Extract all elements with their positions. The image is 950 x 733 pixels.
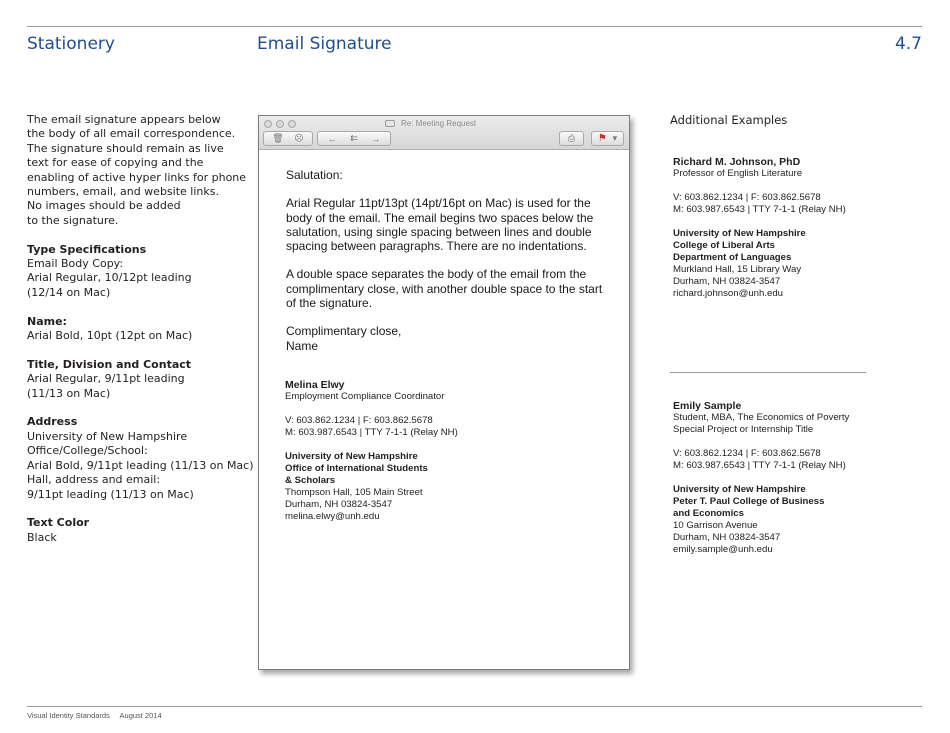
body-paragraph-1 [286, 196, 606, 253]
thumbs-down-icon[interactable]: ☹ [294, 133, 304, 143]
page-number: 4.7 [894, 34, 922, 54]
body-line: spacing between paragraphs. There are no indentations. [286, 239, 587, 254]
name-spec-block [27, 315, 249, 344]
intro-line: enabling of active hyper links for phone [27, 170, 247, 184]
intro-text [27, 113, 249, 228]
signature-title: Student, MBA, The Economics of Poverty [673, 412, 850, 423]
email-subject [385, 119, 476, 128]
reply-all-icon[interactable]: ⇇ [350, 133, 358, 143]
signature-org: College of Liberal Arts [673, 240, 775, 251]
signature-name: Richard M. Johnson, PhD [673, 156, 801, 168]
forward-icon[interactable]: → [371, 133, 381, 144]
intro-line: numbers, email, and website links. [27, 185, 219, 199]
spec-line: Office/College/School: [27, 444, 148, 458]
salutation [286, 168, 606, 182]
type-spec-heading: Type Specifications [27, 242, 147, 256]
signature-example-2 [673, 400, 849, 556]
body-line: complimentary close, with another double space to the start [286, 281, 603, 296]
signature-name: Melina Elwy [285, 379, 345, 391]
signature-address: 10 Garrison Avenue [673, 520, 758, 531]
footer [27, 711, 170, 720]
delete-junk-button-group [263, 131, 313, 146]
complimentary-close [286, 324, 606, 353]
body-paragraph-2 [286, 267, 606, 310]
reply-icon[interactable]: ← [327, 133, 337, 144]
signature-address: Murkland Hall, 15 Library Way [673, 264, 802, 275]
intro-line: to the signature. [27, 213, 119, 227]
spec-line: Arial Regular, 10/12pt leading [27, 271, 192, 285]
signature-address: Durham, NH 03824-3547 [673, 276, 781, 287]
print-button[interactable] [559, 131, 584, 146]
address-spec-block [27, 415, 254, 501]
color-spec-heading: Text Color [27, 516, 90, 530]
spec-line: University of New Hampshire [27, 429, 188, 443]
reply-button-group [317, 131, 391, 146]
signature-example-1 [673, 156, 846, 300]
bottom-rule [27, 706, 922, 707]
page-title: Email Signature [257, 34, 392, 54]
email-body [286, 168, 606, 353]
signature-org: Peter T. Paul College of Business [673, 496, 825, 507]
spec-line: Hall, address and email: [27, 473, 161, 487]
body-line: Complimentary close, [286, 324, 402, 339]
signature-org: Department of Languages [673, 252, 792, 263]
spec-line: Email Body Copy: [27, 257, 124, 271]
signature-address: Durham, NH 03824-3547 [673, 532, 781, 543]
body-line: of the signature. [286, 296, 373, 311]
color-spec-block [27, 516, 249, 545]
signature-mobile[interactable]: M: 603.987.6543 | TTY 7-1-1 (Relay NH) [285, 427, 458, 438]
signature-org: Office of International Students [285, 463, 428, 474]
body-line: Salutation: [286, 168, 343, 182]
body-line: A double space separates the body of the email from the [286, 267, 587, 282]
spec-line: 9/11pt leading (11/13 on Mac) [27, 487, 194, 501]
signature-mobile[interactable]: M: 603.987.6543 | TTY 7-1-1 (Relay NH) [673, 204, 846, 215]
intro-line: No images should be added [27, 199, 181, 213]
examples-divider [670, 372, 866, 373]
chevron-down-icon: ▾ [612, 133, 618, 143]
footer-doc-title: Visual Identity Standards [27, 711, 110, 720]
zoom-window-button[interactable] [288, 120, 296, 128]
spec-column [27, 113, 254, 560]
section-title: Stationery [27, 34, 115, 54]
signature-org: University of New Hampshire [673, 228, 806, 239]
spec-line: Arial Bold, 10pt (12pt on Mac) [27, 329, 193, 343]
signature-address: Durham, NH 03824-3547 [285, 499, 393, 510]
title-spec-block [27, 358, 249, 401]
address-spec-heading: Address [27, 415, 78, 429]
signature-email-link[interactable]: richard.johnson@unh.edu [673, 288, 784, 299]
intro-line: The email signature appears below [27, 113, 221, 126]
title-spec-heading: Title, Division and Contact [27, 357, 192, 371]
signature-phone[interactable]: V: 603.862.1234 | F: 603.862.5678 [673, 192, 821, 203]
spec-line: (12/14 on Mac) [27, 285, 111, 299]
spec-line: Black [27, 530, 57, 544]
spec-line: Arial Bold, 9/11pt leading (11/13 on Mac) [27, 458, 254, 472]
flag-button[interactable] [591, 131, 624, 146]
printer-icon: ⎙ [567, 133, 576, 143]
additional-examples-title: Additional Examples [670, 113, 788, 127]
intro-line: the body of all email correspondence. [27, 127, 236, 141]
trash-icon[interactable]: 🗑︎ [272, 133, 284, 143]
signature-org: & Scholars [285, 475, 336, 486]
top-rule [27, 26, 922, 27]
spec-line: (11/13 on Mac) [27, 386, 111, 400]
email-toolbar [259, 116, 629, 150]
type-spec-block [27, 243, 249, 301]
close-window-button[interactable] [264, 120, 272, 128]
signature-org: and Economics [673, 508, 744, 519]
signature-phone[interactable]: V: 603.862.1234 | F: 603.862.5678 [673, 448, 821, 459]
body-line: Arial Regular 11pt/13pt (14pt/16pt on Mac) is used for the [286, 196, 591, 211]
signature-title: Employment Compliance Coordinator [285, 391, 445, 402]
footer-date: August 2014 [119, 711, 162, 720]
spec-line: Arial Regular, 9/11pt leading [27, 372, 185, 386]
flag-icon: ⚑ [597, 133, 607, 144]
signature-org: University of New Hampshire [673, 484, 806, 495]
intro-line: text for ease of copying and the [27, 156, 204, 170]
body-line: body of the email. The email begins two spaces below the [286, 210, 594, 225]
signature-name: Emily Sample [673, 400, 742, 412]
intro-line: The signature should remain as live [27, 141, 224, 155]
signature-phone[interactable]: V: 603.862.1234 | F: 603.862.5678 [285, 415, 433, 426]
signature-main [285, 379, 458, 523]
body-line: Name [286, 338, 319, 353]
window-controls [264, 120, 296, 128]
signature-title: Special Project or Internship Title [673, 424, 814, 435]
subject-text: Re: Meeting Request [401, 119, 477, 128]
envelope-icon [385, 120, 395, 127]
signature-org: University of New Hampshire [285, 451, 418, 462]
name-spec-heading: Name: [27, 314, 67, 328]
signature-email-link[interactable]: emily.sample@unh.edu [673, 544, 773, 555]
signature-email-link[interactable]: melina.elwy@unh.edu [285, 511, 380, 522]
body-line: salutation, using single spacing between lines and double [286, 224, 592, 239]
signature-mobile[interactable]: M: 603.987.6543 | TTY 7-1-1 (Relay NH) [673, 460, 846, 471]
signature-title: Professor of English Literature [673, 168, 803, 179]
minimize-window-button[interactable] [276, 120, 284, 128]
signature-address: Thompson Hall, 105 Main Street [285, 487, 423, 498]
